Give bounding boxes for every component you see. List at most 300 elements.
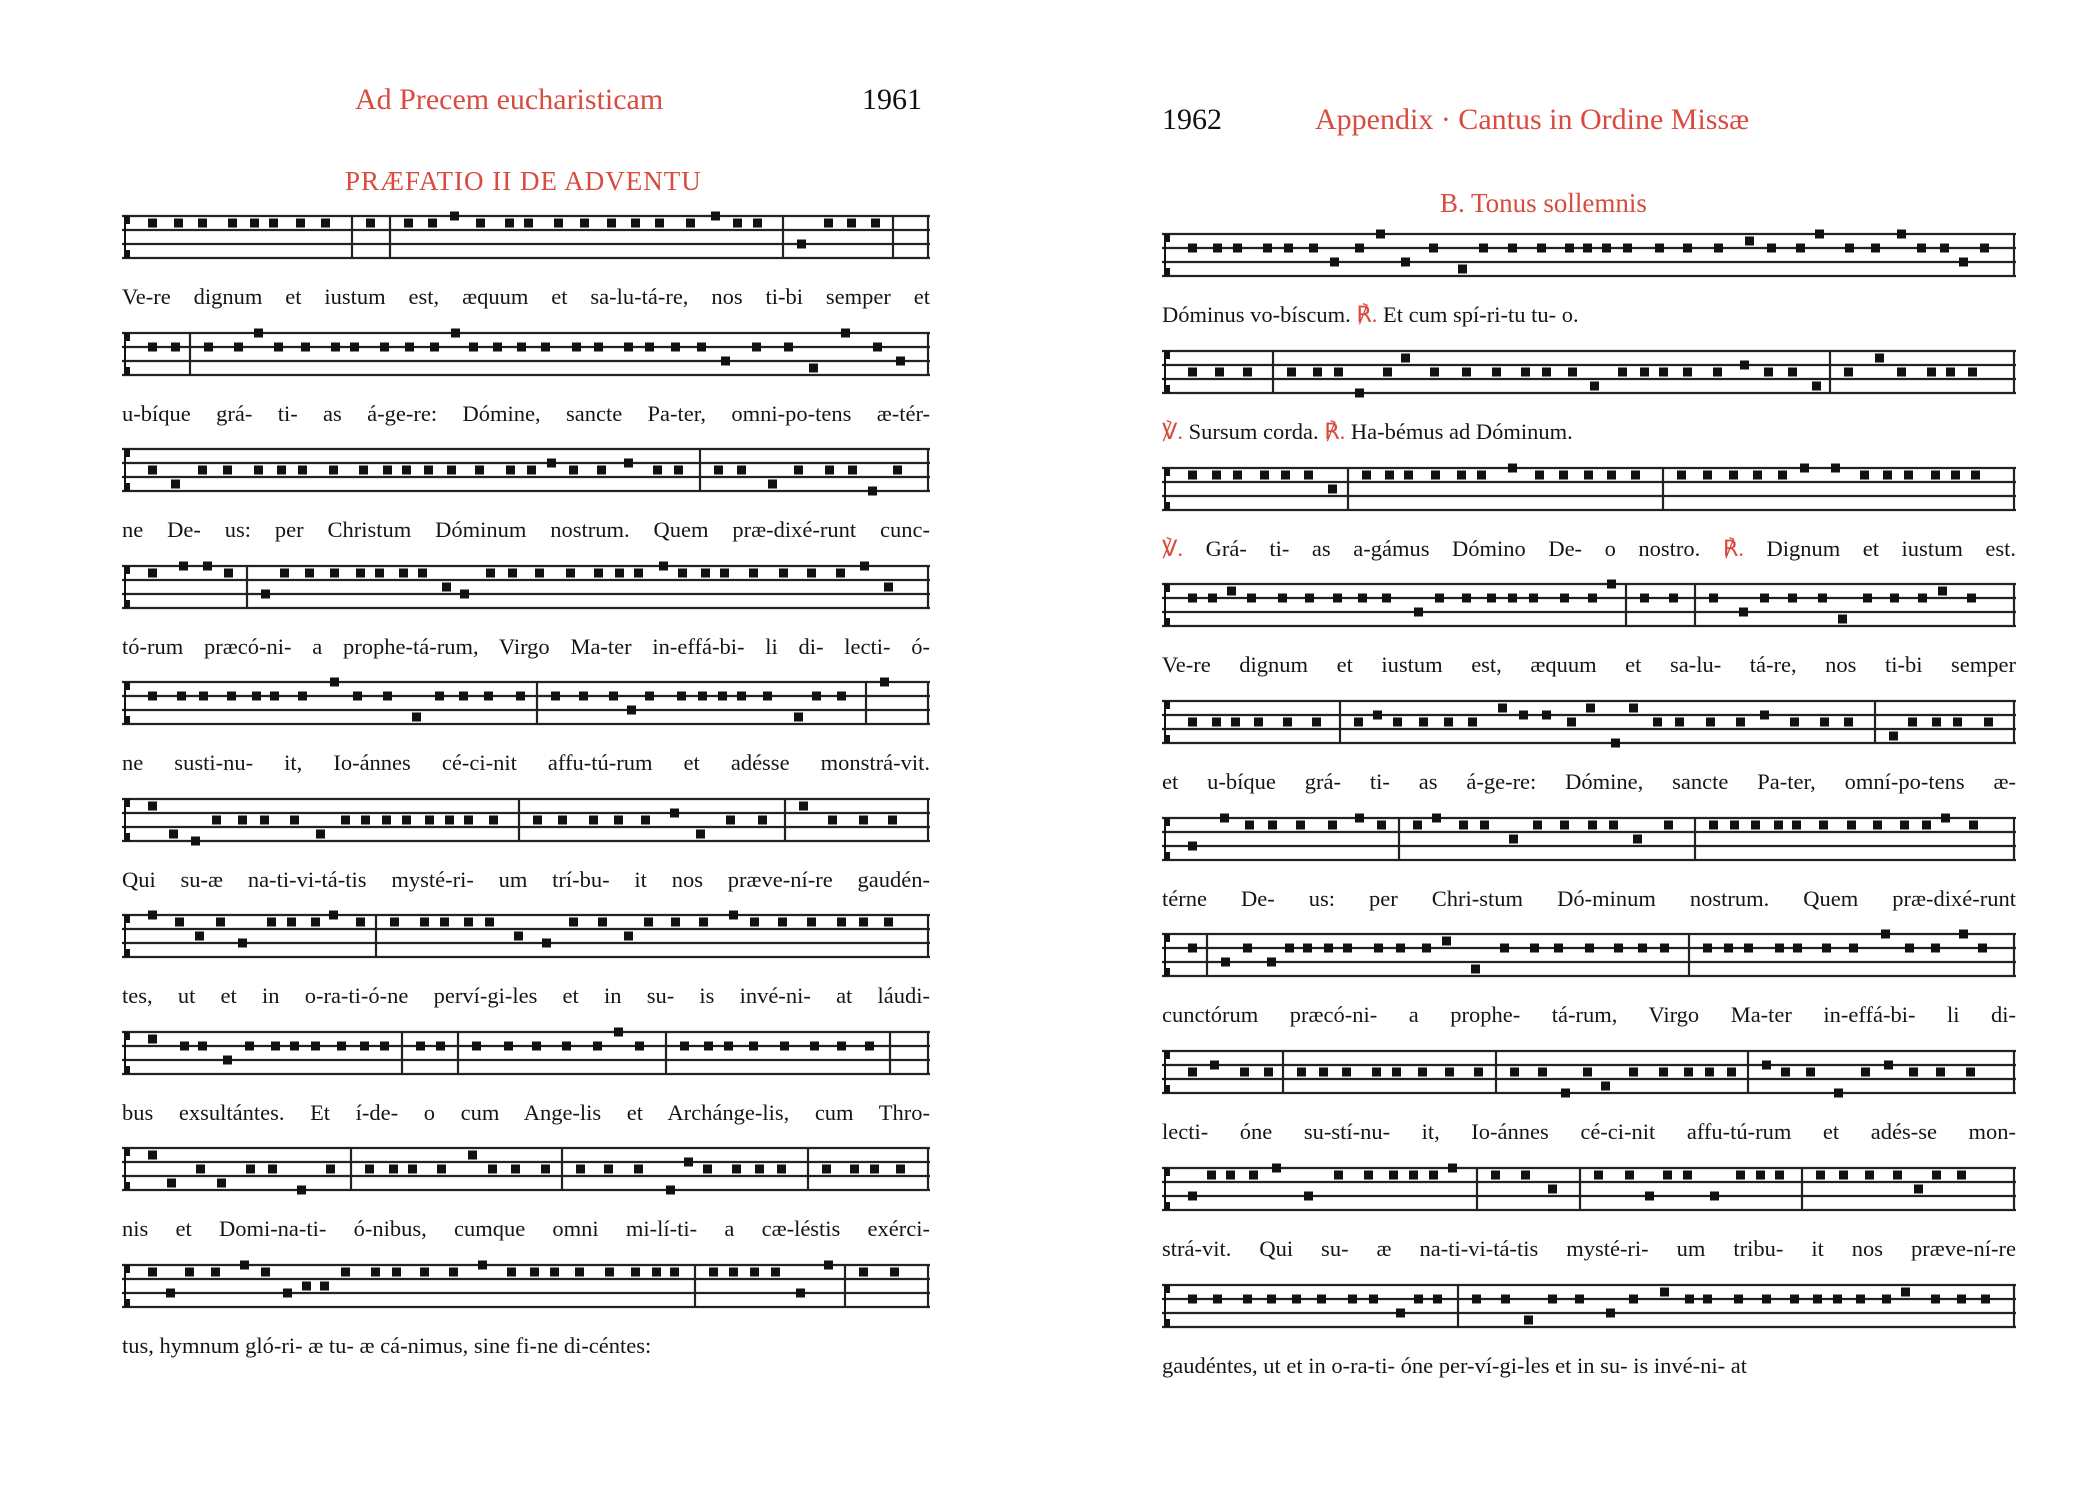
neume-note [1607, 471, 1616, 480]
neume-note [254, 466, 263, 475]
neume-note [615, 568, 624, 577]
neume-note [1334, 1171, 1343, 1180]
neume-note [301, 342, 310, 351]
neume-note [1875, 354, 1884, 363]
neume-note [1984, 717, 1993, 726]
neume-note [1931, 471, 1940, 480]
neume-note [447, 466, 456, 475]
neume-note [1343, 944, 1352, 953]
neume-note [330, 678, 339, 687]
neume-note [1760, 594, 1769, 603]
neume-note [1509, 834, 1518, 843]
neume-note [148, 1267, 157, 1276]
neume-note [1457, 471, 1466, 480]
neume-note [277, 466, 286, 475]
neume-note [1264, 1068, 1273, 1077]
neume-note [1778, 471, 1787, 480]
neume-note [1510, 1068, 1519, 1077]
neume-note [809, 363, 818, 372]
neume-note [1764, 368, 1773, 377]
neume-note [1633, 834, 1642, 843]
neume-note [212, 815, 221, 824]
neume-note [270, 692, 279, 701]
neume-note [1414, 1294, 1423, 1303]
neume-note [1188, 1068, 1197, 1077]
neume-note [1429, 244, 1438, 253]
chant-system [122, 210, 930, 310]
neume-note [1917, 244, 1926, 253]
neume-note [1890, 594, 1899, 603]
neume-note [870, 1165, 879, 1174]
neume-note [1834, 1089, 1843, 1098]
neume-note [1946, 368, 1955, 377]
neume-note [1188, 1192, 1197, 1201]
neume-note [1188, 244, 1197, 253]
neume-note [1793, 944, 1802, 953]
neume-note [399, 568, 408, 577]
neume-note [1401, 354, 1410, 363]
clef-icon [124, 1265, 130, 1307]
neume-note [1585, 944, 1594, 953]
neume-note [1901, 1287, 1910, 1296]
neume-note [148, 219, 157, 228]
neume-note [488, 1165, 497, 1174]
chant-staff [122, 327, 930, 387]
neume-note [1638, 944, 1647, 953]
neume-note [888, 815, 897, 824]
neume-note [371, 1267, 380, 1276]
neume-note [365, 1165, 374, 1174]
neume-note [824, 1260, 833, 1269]
neume-note [837, 918, 846, 927]
lyric-line: Ve-re dignum et iustum est, æquum et sa-lu-tá-re, nos ti-bi semper et [122, 284, 930, 309]
neume-note [1838, 615, 1847, 624]
neume-note [316, 829, 325, 838]
neume-note [1884, 1061, 1893, 1070]
neume-note [1775, 944, 1784, 953]
neume-note [1542, 710, 1551, 719]
neume-note [296, 219, 305, 228]
response-text: Et cum spí-ri-tu tu- o. [1383, 302, 1579, 327]
right-page [1040, 0, 2078, 1500]
neume-note [469, 342, 478, 351]
neume-note [1959, 258, 1968, 267]
neume-note [174, 219, 183, 228]
clef-icon [124, 216, 130, 258]
neume-note [1863, 594, 1872, 603]
neume-note [750, 1267, 759, 1276]
neume-note [1418, 1068, 1427, 1077]
neume-note [1272, 1164, 1281, 1173]
neume-note [641, 815, 650, 824]
neume-note [404, 219, 413, 228]
neume-note [1245, 820, 1254, 829]
neume-note [1618, 368, 1627, 377]
neume-note [1806, 1068, 1815, 1077]
neume-note [198, 219, 207, 228]
neume-note [1893, 1171, 1902, 1180]
neume-note [1283, 717, 1292, 726]
neume-note [1243, 368, 1252, 377]
neume-note [535, 568, 544, 577]
neume-note [1931, 1294, 1940, 1303]
neume-note [777, 1165, 786, 1174]
neume-note [737, 692, 746, 701]
neume-note [1822, 944, 1831, 953]
neume-note [246, 1165, 255, 1174]
neume-note [575, 1267, 584, 1276]
neume-note [1751, 820, 1760, 829]
neume-note [1889, 731, 1898, 740]
neume-note [1249, 1171, 1258, 1180]
neume-note [1263, 244, 1272, 253]
neume-note [198, 1041, 207, 1050]
chant-system [1162, 928, 2016, 1028]
neume-note [572, 342, 581, 351]
chant-staff [1162, 1162, 2016, 1222]
neume-note [298, 466, 307, 475]
neume-note [645, 692, 654, 701]
neume-note [468, 1151, 477, 1160]
neume-note [1324, 944, 1333, 953]
neume-note [1354, 717, 1363, 726]
neume-note [884, 918, 893, 927]
neume-note [428, 219, 437, 228]
neume-note [451, 328, 460, 337]
neume-note [514, 932, 523, 941]
neume-note [356, 918, 365, 927]
neume-note [1362, 471, 1371, 480]
neume-note [1609, 820, 1618, 829]
lyric-line: cunctórum præcó-ni- a prophe- tá-rum, Virgo Ma-ter in-effá-bi- li di- [1162, 1002, 2016, 1028]
clef-icon [124, 333, 130, 375]
neume-note [1304, 1192, 1313, 1201]
neume-note [1319, 1068, 1328, 1077]
chant-system [1162, 1279, 2016, 1379]
neume-note [1535, 471, 1544, 480]
neume-note [1377, 820, 1386, 829]
neume-note [1623, 244, 1632, 253]
neume-note [1393, 717, 1402, 726]
neume-note [1683, 368, 1692, 377]
neume-note [1739, 608, 1748, 617]
neume-note [686, 219, 695, 228]
neume-note [750, 918, 759, 927]
chant-system [1162, 695, 2016, 795]
neume-note [1904, 471, 1913, 480]
neume-note [1706, 717, 1715, 726]
neume-note [331, 342, 340, 351]
neume-note [1561, 1089, 1570, 1098]
chant-system [122, 443, 930, 543]
neume-note [652, 1267, 661, 1276]
neume-note [228, 219, 237, 228]
neume-note [1631, 471, 1640, 480]
section-title: PRÆFATIO II DE ADVENTU [345, 166, 702, 196]
lyric-line: bus exsultántes. Et í-de- o cum Ange-lis et Archánge-lis, cum Thro- [122, 1099, 930, 1125]
neume-note [566, 568, 575, 577]
page-number: 1962 [1162, 103, 1222, 136]
chant-system [122, 1259, 930, 1359]
neume-note [859, 1267, 868, 1276]
neume-note [1740, 361, 1749, 370]
neume-note [799, 801, 808, 810]
neume-note [353, 692, 362, 701]
neume-note [1659, 368, 1668, 377]
neume-note [268, 1165, 277, 1174]
neume-note [180, 1041, 189, 1050]
neume-note [1333, 594, 1342, 603]
neume-note [223, 1055, 232, 1064]
neume-note [250, 219, 259, 228]
neume-note [1813, 1294, 1822, 1303]
neume-note [1882, 1294, 1891, 1303]
neume-note [329, 466, 338, 475]
chant-staff [1162, 228, 2016, 288]
neume-note [1376, 230, 1385, 239]
neume-note [824, 219, 833, 228]
lyric-line: gaudéntes, ut et in o-ra-ti- óne per-ví-gi-les et in su- is invé-ni- at [1162, 1352, 1747, 1378]
neume-note [1629, 703, 1638, 712]
neume-note [527, 466, 536, 475]
neume-note [148, 801, 157, 810]
neume-note [217, 1179, 226, 1188]
lyric-line: Ve-re dignum et iustum est, æquum et sa-lu- tá-re, nos ti-bi semper [1162, 652, 2016, 677]
verse-text: Grá- ti- as a-gámus Dómino De- o nostro. [1205, 536, 1701, 561]
neume-note [1430, 368, 1439, 377]
neume-note [1664, 820, 1673, 829]
neume-note [1729, 471, 1738, 480]
neume-note [1584, 471, 1593, 480]
neume-note [1714, 244, 1723, 253]
neume-note [1305, 594, 1314, 603]
neume-note [1606, 1308, 1615, 1317]
neume-note [896, 1165, 905, 1174]
neume-note [1477, 471, 1486, 480]
neume-note [1243, 944, 1252, 953]
neume-note [797, 240, 806, 249]
neume-note [167, 1179, 176, 1188]
versicle-mark: ℣. [1162, 536, 1184, 561]
neume-note [1542, 368, 1551, 377]
lyric-line [1162, 536, 2016, 562]
neume-note [1554, 944, 1563, 953]
chant-system-dialogue-2 [1162, 345, 2016, 445]
neume-note [593, 1041, 602, 1050]
neume-note [1966, 1068, 1975, 1077]
lyric-line: u-bíque grá- ti- as á-ge-re: Dómine, sancte Pa-ter, omni-po-tens æ-tér- [122, 400, 930, 426]
neume-note [737, 466, 746, 475]
neume-note [1317, 1294, 1326, 1303]
neume-note [166, 1288, 175, 1297]
neume-note [1501, 1294, 1510, 1303]
clef-icon [1164, 584, 1170, 626]
chant-staff [122, 1259, 930, 1319]
neume-note [1932, 717, 1941, 726]
neume-note [1788, 594, 1797, 603]
neume-note [1760, 710, 1769, 719]
neume-note [825, 466, 834, 475]
neume-note [267, 918, 276, 927]
neume-note [1710, 1192, 1719, 1201]
neume-note [402, 466, 411, 475]
neume-note [383, 466, 392, 475]
neume-note [442, 582, 451, 591]
neume-note [1373, 710, 1382, 719]
neume-note [890, 1267, 899, 1276]
neume-note [605, 1267, 614, 1276]
neume-note [1560, 820, 1569, 829]
neume-note [1683, 1171, 1692, 1180]
neume-note [1820, 717, 1829, 726]
neume-note [1614, 944, 1623, 953]
neume-note [1188, 841, 1197, 850]
neume-note [1435, 594, 1444, 603]
neume-note [1918, 594, 1927, 603]
neume-note [359, 466, 368, 475]
neume-note [1839, 1171, 1848, 1180]
clef-icon [1164, 468, 1170, 510]
clef-icon [1164, 1168, 1170, 1210]
neume-note [1491, 1171, 1500, 1180]
neume-note [1971, 471, 1980, 480]
neume-note [1240, 1068, 1249, 1077]
neume-note [148, 568, 157, 577]
neume-note [341, 1267, 350, 1276]
neume-note [758, 815, 767, 824]
neume-note [1474, 1068, 1483, 1077]
neume-note [341, 815, 350, 824]
chant-system [1162, 1045, 2016, 1145]
neume-note [1284, 244, 1293, 253]
neume-note [718, 692, 727, 701]
neume-note [634, 568, 643, 577]
neume-note [1422, 944, 1431, 953]
neume-note [1762, 1294, 1771, 1303]
neume-note [1396, 944, 1405, 953]
neume-note [1254, 717, 1263, 726]
neume-note [711, 212, 720, 221]
neume-note [1640, 594, 1649, 603]
neume-note [1355, 389, 1364, 398]
lyric-line: nis et Domi-na-ti- ó-nibus, cumque omni mi-lí-ti- a cæ-léstis exérci- [122, 1216, 930, 1241]
neume-note [280, 568, 289, 577]
neume-note [382, 815, 391, 824]
neume-note [1442, 937, 1451, 946]
neume-note [1287, 368, 1296, 377]
neume-note [1914, 1185, 1923, 1194]
neume-note [171, 480, 180, 489]
neume-note [1847, 820, 1856, 829]
neume-note [1429, 1171, 1438, 1180]
neume-note [1905, 944, 1914, 953]
response-mark: ℟. [1324, 419, 1346, 444]
neume-note [1212, 471, 1221, 480]
neume-note [283, 1288, 292, 1297]
neume-note [1663, 1171, 1672, 1180]
neume-note [1655, 244, 1664, 253]
neume-note [1212, 717, 1221, 726]
neume-note [1471, 965, 1480, 974]
neume-note [896, 356, 905, 365]
neume-note [1459, 820, 1468, 829]
neume-note [698, 692, 707, 701]
neume-note [1462, 594, 1471, 603]
neume-note [1922, 820, 1931, 829]
clef-icon [1164, 1051, 1170, 1093]
clef-icon [1164, 234, 1170, 276]
chant-staff [1162, 928, 2016, 988]
neume-note [1267, 958, 1276, 967]
neume-note [729, 911, 738, 920]
neume-note [245, 1041, 254, 1050]
chant-system [122, 909, 930, 1009]
neume-note [645, 342, 654, 351]
neume-note [148, 342, 157, 351]
neume-note [1355, 244, 1364, 253]
neume-note [859, 918, 868, 927]
neume-note [305, 568, 314, 577]
neume-note [380, 342, 389, 351]
neume-note [436, 1041, 445, 1050]
neume-note [1565, 244, 1574, 253]
chant-staff [122, 443, 930, 503]
neume-note [1215, 368, 1224, 377]
neume-note [1703, 944, 1712, 953]
neume-note [1812, 382, 1821, 391]
neume-note [1188, 471, 1197, 480]
neume-note [460, 589, 469, 598]
neume-note [1575, 1294, 1584, 1303]
neume-note [290, 1041, 299, 1050]
neume-note [794, 466, 803, 475]
neume-note [794, 713, 803, 722]
neume-note [425, 815, 434, 824]
neume-note [1521, 368, 1530, 377]
neume-note [1861, 1068, 1870, 1077]
neume-note [1611, 738, 1620, 747]
neume-note [1844, 717, 1853, 726]
neume-note [356, 568, 365, 577]
neume-note [1231, 717, 1240, 726]
neume-note [437, 1165, 446, 1174]
chant-staff [122, 210, 930, 270]
neume-note [227, 692, 236, 701]
neume-note [337, 1041, 346, 1050]
neume-note [1736, 717, 1745, 726]
neume-note [631, 219, 640, 228]
neume-note [177, 692, 186, 701]
neume-note [224, 568, 233, 577]
neume-note [472, 1041, 481, 1050]
clef-icon [124, 799, 130, 841]
neume-note [1831, 464, 1840, 473]
neume-note [329, 911, 338, 920]
neume-note [635, 1041, 644, 1050]
neume-note [1533, 820, 1542, 829]
neume-note [321, 219, 330, 228]
neume-note [678, 568, 687, 577]
neume-note [1881, 930, 1890, 939]
neume-note [1508, 464, 1517, 473]
chant-system [122, 1142, 930, 1242]
neume-note [624, 342, 633, 351]
chant-system-dialogue-3 [1162, 462, 2016, 562]
neume-note [238, 815, 247, 824]
neume-note [191, 836, 200, 845]
neume-note [1675, 717, 1684, 726]
neume-note [532, 1041, 541, 1050]
